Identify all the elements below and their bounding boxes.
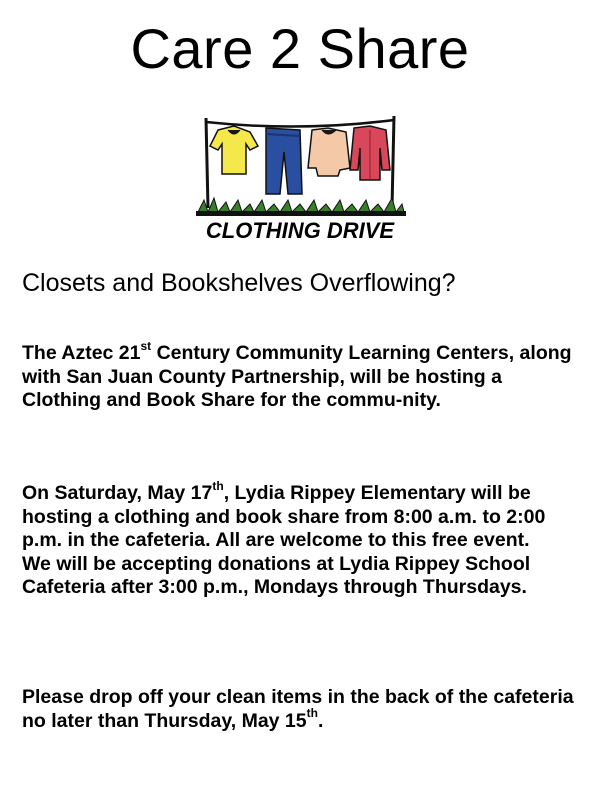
paragraph-intro-text-2: Century Community Learning Centers, along with San Juan County Partnership, will be hosting a Clothing and Book Share for the commu-nity. [22, 342, 572, 411]
paragraph-intro [22, 338, 582, 413]
superscript: st [140, 338, 152, 353]
paragraph-event-text-2: , Lydia Rippey Elementary will be hosting a clothing and book share from 8:00 a.m. to 2:00 p.m. in the cafeteria. All are welcome to this free event. [22, 482, 546, 551]
paragraph-dropoff [22, 686, 582, 733]
paragraph-dropoff-text-1: Please drop off your clean items in the back of the cafeteria no later than Thursday, May 15 [22, 686, 574, 732]
flyer-title: Care 2 Share [130, 17, 470, 80]
clothing-drive-logo [188, 108, 412, 246]
clothesline-icon [196, 116, 406, 216]
paragraph-event-details [22, 478, 582, 600]
superscript: th [306, 706, 318, 720]
paragraph-dropoff-text-2: . [317, 709, 324, 732]
logo-text: CLOTHING DRIVE [205, 218, 395, 243]
flyer-subtitle: Closets and Bookshelves Overflowing? [22, 269, 456, 297]
paragraph-event-text-1: On Saturday, May 17 [22, 482, 213, 504]
paragraph-donations-text: We will be accepting donations at Lydia Rippey School Cafeteria after 3:00 p.m., Mondays through Thursdays. [22, 552, 531, 598]
paragraph-intro-text-1: The Aztec 21 [22, 342, 141, 364]
superscript: th [212, 478, 224, 493]
